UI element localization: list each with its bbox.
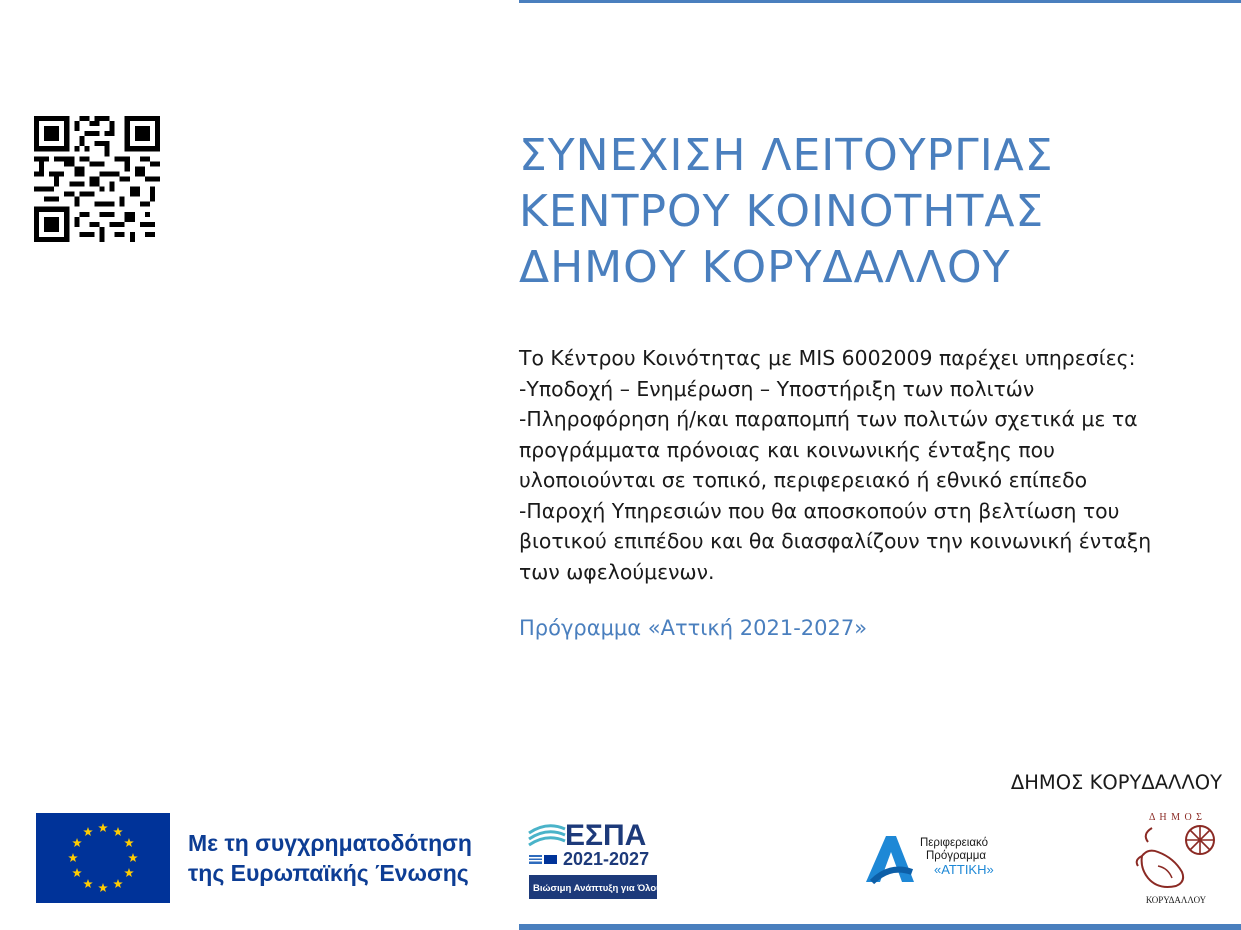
title-line: ΔΗΜΟΥ ΚΟΡΥΔΑΛΛΟΥ [519,242,1011,293]
body-line: προγράμματα πρόνοιας και κοινωνικής ένταξης που [519,437,1055,462]
attiki-line1: Περιφερειακό [920,837,988,849]
program-name: Πρόγραμμα «Αττική 2021-2027» [519,616,868,640]
espa-name: ΕΣΠΑ [565,819,647,852]
body-line: βιοτικού επιπέδου και θα διασφαλίζουν την κοινωνική ένταξη [519,529,1152,553]
bottom-accent-rule [519,924,1241,930]
body-line: -Υποδοχή – Ενημέρωση – Υποστήριξη των πολιτών [519,376,1035,401]
municipality-name: ΔΗΜΟΣ ΚΟΡΥΔΑΛΛΟΥ [1010,771,1222,794]
emblem-top-text: Δ Η Μ Ο Σ [1148,812,1204,823]
title-line: ΚΕΝΤΡΟΥ ΚΟΙΝΟΤΗΤΑΣ [519,186,1045,237]
services-description [519,343,1219,587]
top-accent-rule [519,0,1241,3]
attiki-line2: Πρόγραμμα [926,850,987,862]
body-line: των ωφελούμενων. [519,559,715,584]
emblem-bottom-text: ΚΟΡΥΔΑΛΛΟΥ [1145,895,1207,905]
title-line: ΣΥΝΕΧΙΣΗ ΛΕΙΤΟΥΡΓΙΑΣ [519,130,1054,181]
eu-flag-icon [36,813,170,903]
eu-text-line: Με τη συγχρηματοδότηση [188,830,472,856]
attiki-logo [862,828,1022,888]
body-line: υλοποιούνται σε τοπικό, περιφερειακό ή εθνικό επίπεδο [519,468,1088,492]
attiki-line3: «ΑΤΤΙΚΗ» [934,862,994,877]
espa-logo [527,815,667,901]
body-line: -Πληροφόρηση ή/και παραπομπή των πολιτών σχετικά με τα [519,407,1138,431]
korydallos-emblem [1128,808,1224,908]
espa-tagline: Βιώσιμη Ανάπτυξη για Όλους [533,883,667,894]
espa-period: 2021-2027 [563,849,650,869]
page-title [519,128,1219,296]
body-line: -Παροχή Υπηρεσιών που θα αποσκοπούν στη βελτίωση του [519,498,1120,523]
eu-cofunding-text [188,828,508,888]
qr-code-icon [34,116,160,242]
body-line: Το Κέντρου Κοινότητας με MIS 6002009 παρέχει υπηρεσίες: [519,346,1136,370]
eu-text-line: της Ευρωπαϊκής Ένωσης [188,860,469,886]
